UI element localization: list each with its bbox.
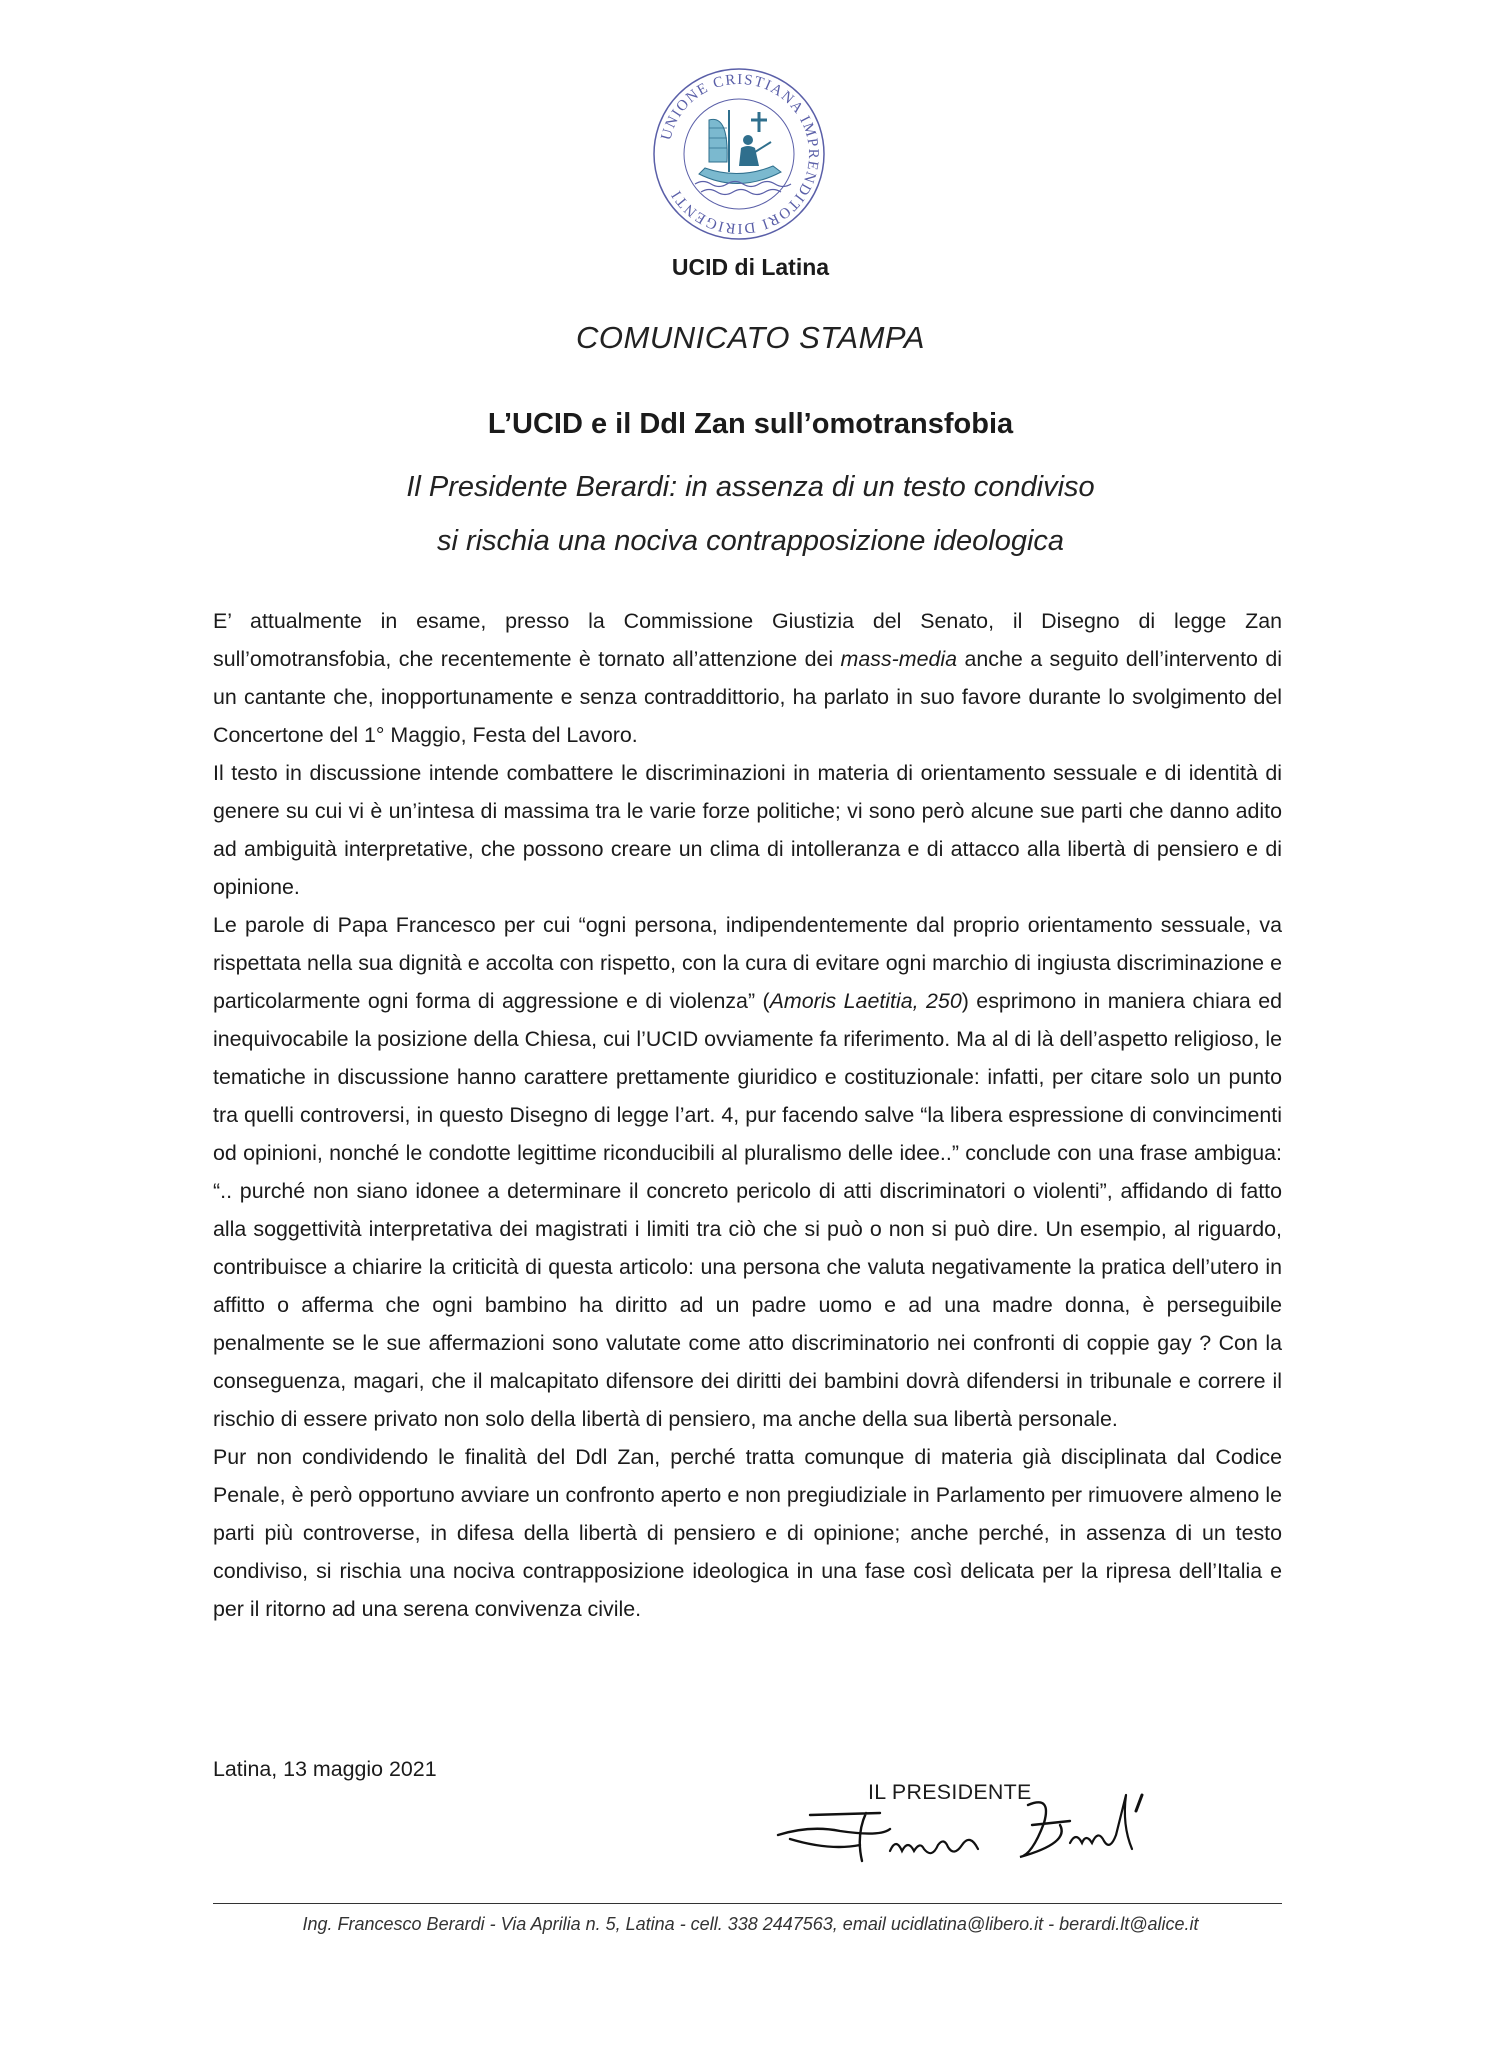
paragraph-3-text-a: Le parole di Papa Francesco per cui “ogni persona, indipendentemente dal proprio orientamento sessuale, va rispettata nella sua dignità e accolta con rispetto, con la cura di evitare ogni marchio di ingiusta discriminazione e particolarmente ogni forma di aggressione e di violenza” ( <box>213 913 1282 1013</box>
logo-ring-text: UNIONE CRISTIANA IMPRENDITORI DIRIGENTI <box>658 71 822 237</box>
paragraph-1 <box>213 602 1282 754</box>
subheadline-line-1: Il Presidente Berardi: in assenza di un testo condiviso <box>406 471 1095 503</box>
paragraph-1-text-b: anche a seguito dell’intervento di un cantante che, inopportunamente e senza contraddittorio, ha parlato in suo favore durante lo svolgimento del Concertone del 1° Maggio, Festa del Lavoro. <box>213 647 1282 747</box>
paragraph-4: Pur non condividendo le finalità del Ddl Zan, perché tratta comunque di materia già disciplinata dal Codice Penale, è però opportuno avviare un confronto aperto e non pregiudiziale in Parlamento per rimuovere almeno le parti più controverse, in difesa della libertà di pensiero e di opinione; anche perché, in assenza di un testo condiviso, si rischia una nociva contrapposizione ideologica in una fase così delicata per la ripresa dell’Italia e per il ritorno ad una serena convivenza civile. <box>213 1445 1282 1621</box>
footer-divider <box>213 1903 1282 1904</box>
paragraph-2: Il testo in discussione intende combattere le discriminazioni in materia di orientamento sessuale e di identità di genere su cui vi è un’intesa di massima tra le varie forze politiche; vi sono però alcune sue parti che danno adito ad ambiguità interpretative, che possono creare un clima di intolleranza e di attacco alla libertà di pensiero e di opinione. <box>213 761 1282 899</box>
paragraph-3-citation: Amoris Laetitia, 250 <box>769 989 962 1013</box>
svg-text:UNIONE CRISTIANA IMPRENDITORI <box>658 72 821 236</box>
paragraph-3 <box>213 906 1282 1438</box>
press-release-body <box>213 602 1282 1628</box>
place-date: Latina, 13 maggio 2021 <box>213 1757 437 1781</box>
ucid-logo <box>647 62 831 246</box>
paragraph-3-text-b: ) esprimono in maniera chiara ed inequivocabile la posizione della Chiesa, cui l’UCID ovviamente fa riferimento. Ma al di là dell’aspetto religioso, le tematiche in discussione hanno carattere prettamente giuridico e costituzionale: infatti, per citare solo un punto tra quelli controversi, in questo Disegno di legge l’art. 4, pur facendo salve “la libera espressione di convincimenti od opinioni, nonché le condotte legittime riconducibili al pluralismo delle idee..” conclude con una frase ambigua: “.. purché non siano idonee a determinare il concreto pericolo di atti discriminatori o violenti”, affidando di fatto alla soggettività interpretativa dei magistrati i limiti tra ciò che si può o non si può dire. Un esempio, al riguardo, contribuisce a chiarire la criticità di questa articolo: una persona che valuta negativamente la pratica dell’utero in affitto o afferma che ogni bambino ha diritto ad un padre uomo e ad una madre donna, è perseguibile penalmente se le sue affermazioni sono valutate come atto discriminatorio nei confronti di coppie gay ? Con la conseguenza, magari, che il malcapitato difensore dei diritti dei bambini dovrà difendersi in tribunale e correre il rischio di essere privato non solo della libertà di pensiero, ma anche della sua libertà personale. <box>213 989 1282 1431</box>
subheadline-line-2: si rischia una nociva contrapposizione ideologica <box>436 525 1065 557</box>
paragraph-1-emphasis: mass-media <box>840 647 958 671</box>
footer-contact: Ing. Francesco Berardi - Via Aprilia n. 5, Latina - cell. 338 2447563, email ucidlatina@libero.it - berardi.lt@alice.it <box>302 1914 1199 1934</box>
subheadline <box>0 460 1501 568</box>
paragraph-1-text-a: E’ attualmente in esame, presso la Commissione Giustizia del Senato, il Disegno di legge Zan sull’omotransfobia, che recentemente è tornato all’attenzione dei <box>213 609 1282 671</box>
signatory-title: IL PRESIDENTE <box>868 1780 1032 1804</box>
organization-name: UCID di Latina <box>671 254 830 280</box>
headline: L’UCID e il Ddl Zan sull’omotransfobia <box>487 408 1014 440</box>
document-type: COMUNICATO STAMPA <box>576 320 925 355</box>
